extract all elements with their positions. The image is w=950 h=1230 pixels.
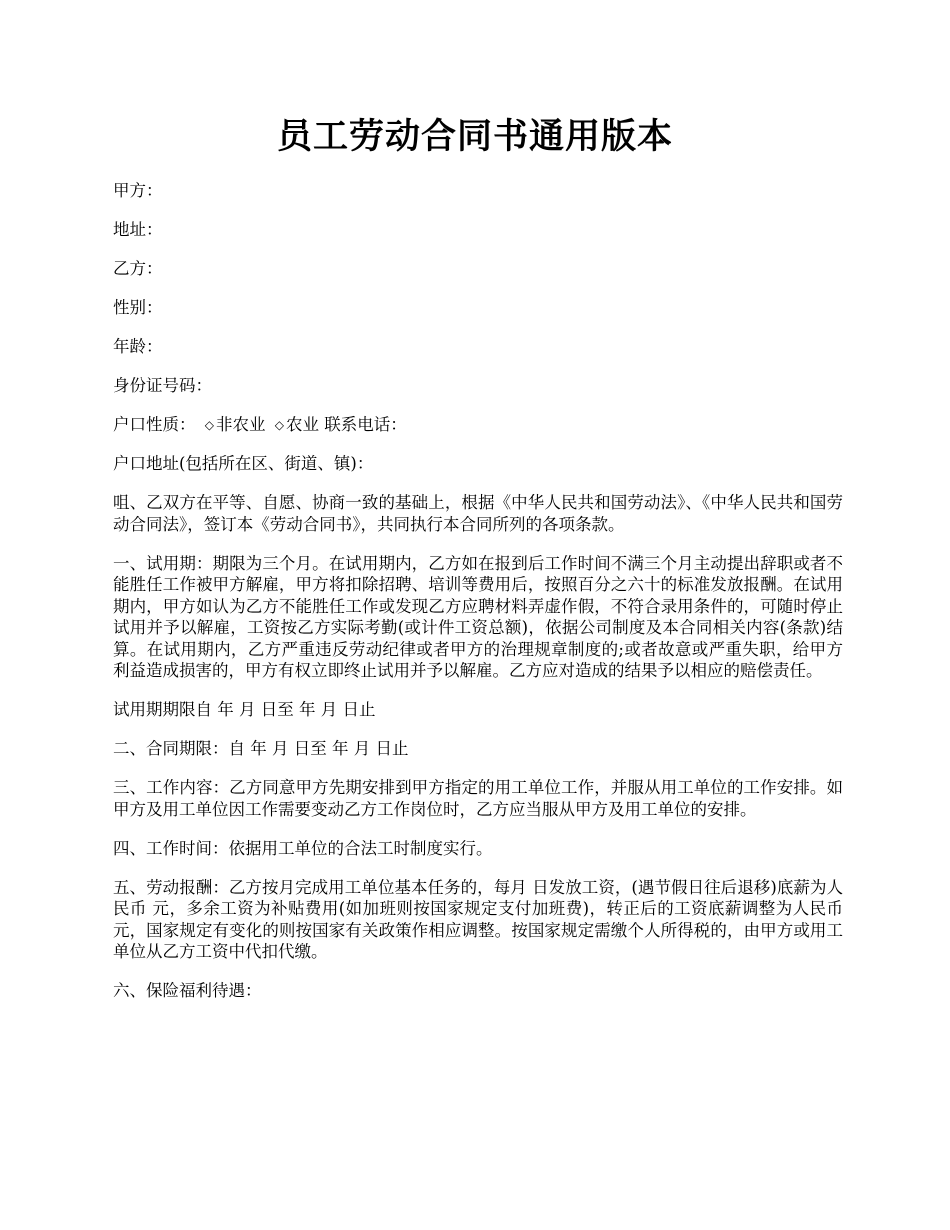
phone-label: 联系电话： xyxy=(324,415,407,434)
document-title: 员工劳动合同书通用版本 xyxy=(276,116,673,157)
gender-field: 性别： xyxy=(113,298,163,317)
remuneration-clause: 五、劳动报酬：乙方按月完成用工单位基本任务的，每月 日发放工资，(遇节假日往后退移)底薪为人民币 元，多余工资为补贴费用(如加班则按国家规定支付加班费)，转正后的工资底薪调整为人民币 元，国家规定有变化的则按国家有关政策作相应调整。按国家规定需缴个人所得税的，由甲方或用工单位从乙方工资中代扣代缴。 xyxy=(113,877,843,961)
household-type-label: 户口性质： xyxy=(113,415,196,434)
intro-paragraph: 咀、乙双方在平等、自愿、协商一致的基础上，根据《中华人民共和国劳动法》、《中华人民共和国劳动合同法》，签订本《劳动合同书》，共同执行本合同所列的各项条款。 xyxy=(113,493,843,534)
option-diamond-icon: ◇ xyxy=(274,418,284,432)
work-hours-clause: 四、工作时间：依据用工单位的合法工时制度实行。 xyxy=(113,838,493,858)
household-type-line xyxy=(113,414,843,436)
age-field: 年龄： xyxy=(113,337,163,356)
probation-clause: 一、试用期：期限为三个月。在试用期内，乙方如在报到后工作时间不满三个月主动提出辞职或者不能胜任工作被甲方解雇，甲方将扣除招聘、培训等费用后，按照百分之六十的标准发放报酬。在试用期内，甲方如认为乙方不能胜任工作或发现乙方应聘材料弄虚作假，不符合录用条件的，可随时停止试用并予以解雇，工资按乙方实际考勤(或计件工资总额)，依据公司制度及本合同相关内容(条款)结算。在试用期内，乙方严重违反劳动纪律或者甲方的治理规章制度的;或者故意或严重失职，给甲方利益造成损害的，甲方有权立即终止试用并予以解雇。乙方应对造成的结果予以相应的赔偿责任。 xyxy=(113,553,843,680)
option-diamond-icon: ◇ xyxy=(204,418,214,432)
household-address-field: 户口地址(包括所在区、街道、镇)： xyxy=(113,454,374,473)
document-body xyxy=(113,180,843,1019)
option-non-agricultural: 非农业 xyxy=(215,415,266,434)
work-content-clause: 三、工作内容：乙方同意甲方先期安排到甲方指定的用工单位工作，并服从用工单位的工作安排。如甲方及用工单位因工作需要变动乙方工作岗位时，乙方应当服从甲方及用工单位的安排。 xyxy=(113,778,843,819)
insurance-clause: 六、保险福利待遇： xyxy=(113,981,262,1000)
party-a-field: 甲方： xyxy=(113,181,163,200)
id-number-field: 身份证号码： xyxy=(113,376,212,395)
address-field: 地址： xyxy=(113,220,163,239)
option-agricultural: 农业 xyxy=(285,415,319,434)
party-b-field: 乙方： xyxy=(113,259,163,278)
probation-period-line: 试用期期限自 年 月 日至 年 月 日止 xyxy=(113,700,376,719)
contract-term-clause: 二、合同期限：自 年 月 日至 年 月 日止 xyxy=(113,739,409,758)
